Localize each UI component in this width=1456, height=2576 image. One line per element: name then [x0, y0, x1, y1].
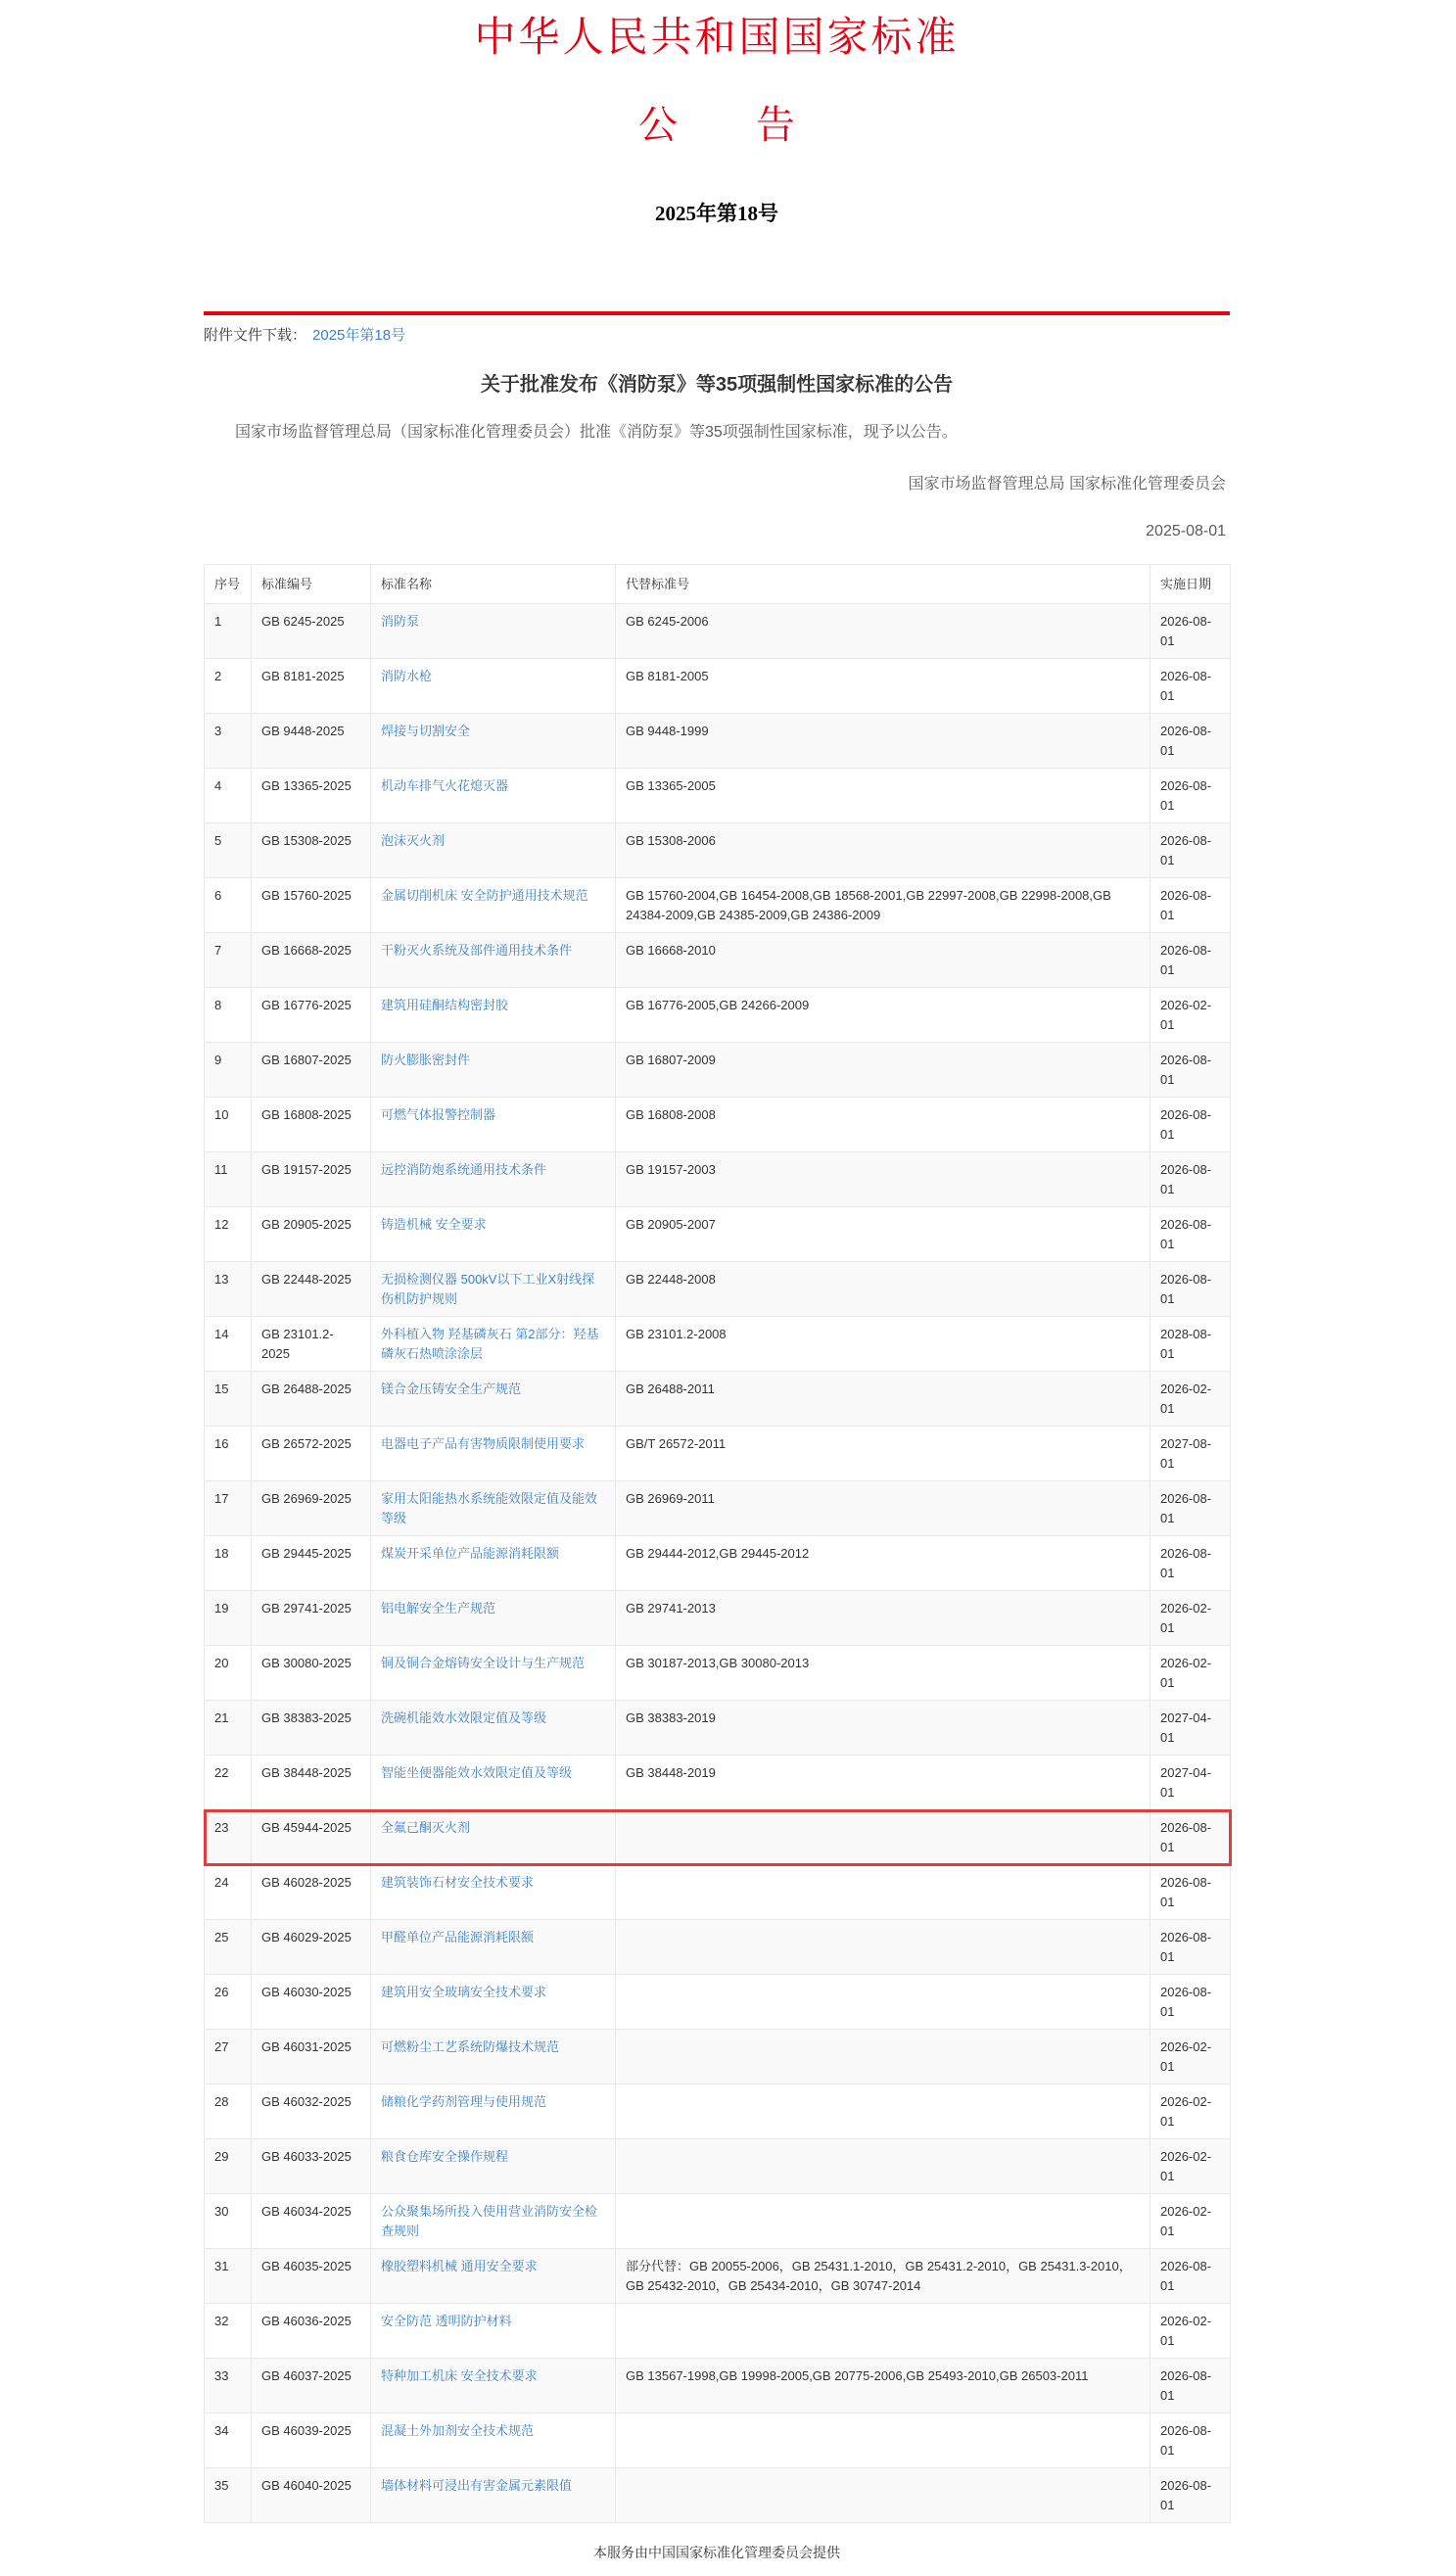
cell-replaced-standards: GB 20905-2007 [616, 1207, 1151, 1262]
cell-replaced-standards [616, 2304, 1151, 2359]
cell-implementation-date: 2026-02-01 [1151, 2139, 1231, 2194]
table-row [205, 933, 1231, 988]
cell-standard-name [371, 1701, 616, 1756]
cell-replaced-standards [616, 2030, 1151, 2084]
cell-index: 21 [205, 1701, 252, 1756]
cell-index: 28 [205, 2084, 252, 2139]
cell-standard-code: GB 29741-2025 [252, 1591, 371, 1646]
table-row [205, 1481, 1231, 1536]
standard-name-link[interactable]: 铝电解安全生产规范 [381, 1601, 496, 1616]
cell-implementation-date: 2026-08-01 [1151, 1262, 1231, 1317]
cell-standard-code: GB 22448-2025 [252, 1262, 371, 1317]
cell-standard-code: GB 46033-2025 [252, 2139, 371, 2194]
cell-standard-code: GB 45944-2025 [252, 1810, 371, 1865]
cell-index: 24 [205, 1865, 252, 1920]
cell-standard-name [371, 769, 616, 823]
cell-replaced-standards: GB 8181-2005 [616, 659, 1151, 714]
standard-name-link[interactable]: 机动车排气火花熄灭器 [381, 778, 509, 794]
table-row [205, 1865, 1231, 1920]
cell-standard-code: GB 15308-2025 [252, 823, 371, 878]
cell-replaced-standards: GB 6245-2006 [616, 604, 1151, 659]
table-row [205, 1152, 1231, 1207]
table-row [205, 1317, 1231, 1372]
table-row [205, 1043, 1231, 1098]
standard-name-link[interactable]: 建筑用硅酮结构密封胶 [381, 998, 509, 1013]
cell-index: 31 [205, 2249, 252, 2304]
standard-name-link[interactable]: 粮食仓库安全操作规程 [381, 2149, 509, 2165]
cell-index: 27 [205, 2030, 252, 2084]
cell-standard-code: GB 13365-2025 [252, 769, 371, 823]
standard-name-link[interactable]: 镁合金压铸安全生产规范 [381, 1382, 522, 1397]
standard-name-link[interactable]: 消防水枪 [381, 669, 433, 684]
cell-implementation-date: 2026-08-01 [1151, 2359, 1231, 2413]
cell-implementation-date: 2026-02-01 [1151, 2084, 1231, 2139]
column-header-index: 序号 [205, 564, 252, 604]
cell-standard-name [371, 1098, 616, 1152]
cell-index: 34 [205, 2413, 252, 2468]
cell-replaced-standards: GB 29444-2012,GB 29445-2012 [616, 1536, 1151, 1591]
standard-name-link[interactable]: 电器电子产品有害物质限制使用要求 [381, 1436, 586, 1452]
cell-standard-name [371, 1317, 616, 1372]
cell-implementation-date: 2026-02-01 [1151, 2194, 1231, 2249]
cell-standard-name [371, 878, 616, 933]
cell-standard-name [371, 2304, 616, 2359]
standard-name-link[interactable]: 焊接与切割安全 [381, 724, 471, 739]
standard-name-link[interactable]: 橡胶塑料机械 通用安全要求 [381, 2259, 538, 2274]
table-row [205, 2413, 1231, 2468]
column-header-date: 实施日期 [1151, 564, 1231, 604]
cell-replaced-standards [616, 1975, 1151, 2030]
cell-index: 4 [205, 769, 252, 823]
column-header-name: 标准名称 [371, 564, 616, 604]
table-row [205, 823, 1231, 878]
cell-implementation-date: 2026-08-01 [1151, 1975, 1231, 2030]
table-row [205, 604, 1231, 659]
document-header [204, 16, 1230, 227]
cell-replaced-standards: GB 16668-2010 [616, 933, 1151, 988]
signature-date: 2025-08-01 [1146, 522, 1226, 539]
cell-standard-code: GB 16807-2025 [252, 1043, 371, 1098]
cell-standard-name [371, 604, 616, 659]
cell-index: 7 [205, 933, 252, 988]
table-row [205, 1427, 1231, 1481]
cell-standard-code: GB 46035-2025 [252, 2249, 371, 2304]
cell-standard-code: GB 46030-2025 [252, 1975, 371, 2030]
cell-standard-code: GB 19157-2025 [252, 1152, 371, 1207]
cell-index: 32 [205, 2304, 252, 2359]
cell-implementation-date: 2026-08-01 [1151, 1098, 1231, 1152]
table-row [205, 988, 1231, 1043]
cell-standard-name [371, 2249, 616, 2304]
cell-standard-name [371, 1810, 616, 1865]
cell-replaced-standards: GB 30187-2013,GB 30080-2013 [616, 1646, 1151, 1701]
cell-implementation-date: 2026-08-01 [1151, 2413, 1231, 2468]
cell-standard-name [371, 659, 616, 714]
standard-name-link[interactable]: 建筑装饰石材安全技术要求 [381, 1875, 535, 1891]
standard-name-link[interactable]: 防火膨胀密封件 [381, 1053, 471, 1068]
cell-standard-name [371, 2030, 616, 2084]
cell-implementation-date: 2027-04-01 [1151, 1756, 1231, 1810]
cell-standard-name [371, 2359, 616, 2413]
cell-implementation-date: 2026-02-01 [1151, 2304, 1231, 2359]
cell-replaced-standards: GB 16807-2009 [616, 1043, 1151, 1098]
standard-name-link[interactable]: 可燃粉尘工艺系统防爆技术规范 [381, 2039, 560, 2055]
table-header-row [205, 564, 1231, 604]
standard-name-link[interactable]: 铜及铜合金熔铸安全设计与生产规范 [381, 1656, 586, 1671]
column-header-code: 标准编号 [252, 564, 371, 604]
cell-standard-name [371, 823, 616, 878]
cell-replaced-standards: GB 26969-2011 [616, 1481, 1151, 1536]
standard-name-link[interactable]: 干粉灭火系统及部件通用技术条件 [381, 943, 573, 959]
cell-implementation-date: 2026-02-01 [1151, 2030, 1231, 2084]
cell-standard-code: GB 46031-2025 [252, 2030, 371, 2084]
table-row [205, 2249, 1231, 2304]
cell-standard-code: GB 9448-2025 [252, 714, 371, 769]
cell-implementation-date: 2026-08-01 [1151, 1152, 1231, 1207]
cell-standard-code: GB 46037-2025 [252, 2359, 371, 2413]
attachment-row [204, 324, 1230, 345]
cell-standard-code: GB 23101.2-2025 [252, 1317, 371, 1372]
cell-standard-code: GB 16776-2025 [252, 988, 371, 1043]
table-row [205, 659, 1231, 714]
cell-replaced-standards: GB 13567-1998,GB 19998-2005,GB 20775-2006,GB 25493-2010,GB 26503-2011 [616, 2359, 1151, 2413]
cell-standard-name [371, 1262, 616, 1317]
cell-replaced-standards [616, 1865, 1151, 1920]
cell-standard-name [371, 1481, 616, 1536]
cell-standard-code: GB 46029-2025 [252, 1920, 371, 1975]
cell-index: 13 [205, 1262, 252, 1317]
cell-implementation-date: 2026-08-01 [1151, 1810, 1231, 1865]
standard-name-link[interactable]: 储粮化学药剂管理与使用规范 [381, 2094, 547, 2110]
cell-replaced-standards [616, 2084, 1151, 2139]
table-row [205, 878, 1231, 933]
attachment-label: 附件文件下载： [204, 327, 307, 345]
cell-replaced-standards: GB 16808-2008 [616, 1098, 1151, 1152]
table-row [205, 2084, 1231, 2139]
cell-index: 2 [205, 659, 252, 714]
cell-index: 15 [205, 1372, 252, 1427]
cell-index: 16 [205, 1427, 252, 1481]
cell-index: 5 [205, 823, 252, 878]
issue-number: 2025年第18号 [655, 202, 778, 226]
cell-standard-name [371, 1043, 616, 1098]
cell-standard-code: GB 26572-2025 [252, 1427, 371, 1481]
cell-standard-name [371, 1207, 616, 1262]
cell-standard-name [371, 714, 616, 769]
cell-replaced-standards: GB 15760-2004,GB 16454-2008,GB 18568-2001,GB 22997-2008,GB 22998-2008,GB 24384-2009,GB 24385-2009,GB 24386-2009 [616, 878, 1151, 933]
cell-replaced-standards: GB 23101.2-2008 [616, 1317, 1151, 1372]
column-header-replaces: 代替标准号 [616, 564, 1151, 604]
cell-standard-name [371, 1756, 616, 1810]
standard-name-link[interactable]: 公众聚集场所投入使用营业消防安全检查规则 [381, 2204, 598, 2238]
cell-standard-code: GB 30080-2025 [252, 1646, 371, 1701]
standard-name-link[interactable]: 安全防范 透明防护材料 [381, 2314, 512, 2329]
service-footer: 本服务由中国国家标准化管理委员会提供 [593, 2545, 840, 2561]
cell-standard-name [371, 1646, 616, 1701]
cell-index: 9 [205, 1043, 252, 1098]
standard-name-link[interactable]: 铸造机械 安全要求 [381, 1217, 487, 1233]
cell-standard-code: GB 46028-2025 [252, 1865, 371, 1920]
standard-name-link[interactable]: 洗碗机能效水效限定值及等级 [381, 1710, 547, 1726]
cell-implementation-date: 2026-08-01 [1151, 659, 1231, 714]
cell-replaced-standards: GB 13365-2005 [616, 769, 1151, 823]
table-row [205, 1207, 1231, 1262]
standards-table [204, 564, 1231, 2524]
standard-name-link[interactable]: 墙体材料可浸出有害金属元素限值 [381, 2478, 573, 2494]
cell-standard-name [371, 1975, 616, 2030]
cell-standard-code: GB 46040-2025 [252, 2468, 371, 2523]
table-row [205, 1975, 1231, 2030]
cell-standard-code: GB 26488-2025 [252, 1372, 371, 1427]
cell-standard-code: GB 46036-2025 [252, 2304, 371, 2359]
table-row [205, 1756, 1231, 1810]
cell-implementation-date: 2026-02-01 [1151, 1591, 1231, 1646]
table-row [205, 714, 1231, 769]
table-row [205, 2359, 1231, 2413]
cell-replaced-standards: GB/T 26572-2011 [616, 1427, 1151, 1481]
cell-implementation-date: 2026-08-01 [1151, 1865, 1231, 1920]
cell-index: 10 [205, 1098, 252, 1152]
table-row [205, 1591, 1231, 1646]
standard-name-link[interactable]: 远控消防炮系统通用技术条件 [381, 1162, 547, 1178]
cell-standard-name [371, 1427, 616, 1481]
cell-implementation-date: 2026-08-01 [1151, 823, 1231, 878]
standard-name-link[interactable]: 金属切削机床 安全防护通用技术规范 [381, 888, 588, 904]
cell-standard-code: GB 16808-2025 [252, 1098, 371, 1152]
cell-standard-code: GB 46034-2025 [252, 2194, 371, 2249]
cell-index: 3 [205, 714, 252, 769]
standard-name-link[interactable]: 全氟己酮灭火剂 [381, 1820, 471, 1836]
table-row [205, 2468, 1231, 2523]
standard-name-link[interactable]: 家用太阳能热水系统能效限定值及能效等级 [381, 1491, 598, 1525]
cell-standard-name [371, 1372, 616, 1427]
cell-standard-code: GB 38448-2025 [252, 1756, 371, 1810]
cell-standard-code: GB 20905-2025 [252, 1207, 371, 1262]
cell-replaced-standards [616, 2413, 1151, 2468]
cell-implementation-date: 2027-04-01 [1151, 1701, 1231, 1756]
cell-replaced-standards [616, 1810, 1151, 1865]
cell-implementation-date: 2026-08-01 [1151, 604, 1231, 659]
cell-standard-code: GB 6245-2025 [252, 604, 371, 659]
table-row [205, 1262, 1231, 1317]
table-row [205, 2139, 1231, 2194]
cell-index: 17 [205, 1481, 252, 1536]
cell-implementation-date: 2026-08-01 [1151, 2468, 1231, 2523]
cell-replaced-standards: 部分代替：GB 20055-2006，GB 25431.1-2010，GB 25431.2-2010，GB 25431.3-2010，GB 25432-2010，GB 25434-2010，GB 30747-2014 [616, 2249, 1151, 2304]
red-divider [204, 311, 1230, 315]
standard-name-link[interactable]: 泡沫灭火剂 [381, 833, 446, 849]
standard-name-link[interactable]: 外科植入物 羟基磷灰石 第2部分：羟基磷灰石热喷涂涂层 [381, 1327, 599, 1361]
cell-standard-name [371, 988, 616, 1043]
table-row [205, 1098, 1231, 1152]
cell-implementation-date: 2026-02-01 [1151, 1372, 1231, 1427]
cell-implementation-date: 2026-08-01 [1151, 1481, 1231, 1536]
standard-name-link[interactable]: 混凝土外加剂安全技术规范 [381, 2423, 535, 2439]
standard-name-link[interactable]: 无损检测仪器 500kV以下工业X射线探伤机防护规则 [381, 1272, 595, 1306]
cell-replaced-standards: GB 9448-1999 [616, 714, 1151, 769]
cell-implementation-date: 2028-08-01 [1151, 1317, 1231, 1372]
cell-standard-code: GB 46039-2025 [252, 2413, 371, 2468]
standard-name-link[interactable]: 可燃气体报警控制器 [381, 1107, 496, 1123]
table-row [205, 1810, 1231, 1865]
table-row [205, 1372, 1231, 1427]
cell-replaced-standards: GB 29741-2013 [616, 1591, 1151, 1646]
cell-standard-name [371, 1920, 616, 1975]
cell-replaced-standards: GB 16776-2005,GB 24266-2009 [616, 988, 1151, 1043]
cell-standard-name [371, 1536, 616, 1591]
cell-implementation-date: 2026-08-01 [1151, 2249, 1231, 2304]
cell-implementation-date: 2026-08-01 [1151, 1043, 1231, 1098]
attachment-download-link[interactable]: 2025年第18号 [312, 327, 406, 345]
cell-standard-code: GB 29445-2025 [252, 1536, 371, 1591]
standard-name-link[interactable]: 甲醛单位产品能源消耗限额 [381, 1930, 535, 1945]
cell-standard-code: GB 16668-2025 [252, 933, 371, 988]
announcement-title: 关于批准发布《消防泵》等35项强制性国家标准的公告 [480, 374, 954, 397]
page-title: 中华人民共和国国家标准 [474, 16, 960, 61]
cell-implementation-date: 2026-08-01 [1151, 1207, 1231, 1262]
cell-index: 23 [205, 1810, 252, 1865]
table-row [205, 1701, 1231, 1756]
cell-index: 35 [205, 2468, 252, 2523]
standard-name-link[interactable]: 煤炭开采单位产品能源消耗限额 [381, 1546, 560, 1562]
standard-name-link[interactable]: 建筑用安全玻璃安全技术要求 [381, 1985, 547, 2000]
table-row [205, 1920, 1231, 1975]
cell-index: 11 [205, 1152, 252, 1207]
cell-standard-code: GB 46032-2025 [252, 2084, 371, 2139]
standard-name-link[interactable]: 智能坐便器能效水效限定值及等级 [381, 1765, 573, 1781]
signature-line: 国家市场监督管理总局 国家标准化管理委员会 [908, 475, 1226, 492]
cell-replaced-standards: GB 38448-2019 [616, 1756, 1151, 1810]
cell-standard-code: GB 8181-2025 [252, 659, 371, 714]
cell-index: 1 [205, 604, 252, 659]
cell-standard-name [371, 2413, 616, 2468]
cell-replaced-standards: GB 19157-2003 [616, 1152, 1151, 1207]
standard-name-link[interactable]: 特种加工机床 安全技术要求 [381, 2368, 538, 2384]
cell-standard-code: GB 38383-2025 [252, 1701, 371, 1756]
cell-replaced-standards: GB 26488-2011 [616, 1372, 1151, 1427]
table-row [205, 1536, 1231, 1591]
cell-standard-name [371, 2468, 616, 2523]
cell-replaced-standards: GB 22448-2008 [616, 1262, 1151, 1317]
cell-implementation-date: 2026-02-01 [1151, 988, 1231, 1043]
cell-standard-name [371, 2139, 616, 2194]
cell-implementation-date: 2026-08-01 [1151, 769, 1231, 823]
cell-index: 8 [205, 988, 252, 1043]
standard-name-link[interactable]: 消防泵 [381, 614, 420, 630]
table-row [205, 1646, 1231, 1701]
cell-index: 18 [205, 1536, 252, 1591]
cell-implementation-date: 2026-08-01 [1151, 714, 1231, 769]
cell-index: 33 [205, 2359, 252, 2413]
cell-implementation-date: 2027-08-01 [1151, 1427, 1231, 1481]
cell-replaced-standards [616, 1920, 1151, 1975]
cell-index: 26 [205, 1975, 252, 2030]
cell-implementation-date: 2026-02-01 [1151, 1646, 1231, 1701]
cell-index: 12 [205, 1207, 252, 1262]
cell-standard-code: GB 15760-2025 [252, 878, 371, 933]
page-subtitle: 公 告 [638, 103, 795, 148]
cell-replaced-standards [616, 2139, 1151, 2194]
cell-index: 29 [205, 2139, 252, 2194]
cell-index: 6 [205, 878, 252, 933]
cell-standard-name [371, 933, 616, 988]
cell-index: 25 [205, 1920, 252, 1975]
content-wrapper [204, 16, 1230, 2562]
cell-index: 14 [205, 1317, 252, 1372]
standards-table-body [205, 604, 1231, 2523]
cell-implementation-date: 2026-08-01 [1151, 933, 1231, 988]
table-row [205, 2194, 1231, 2249]
cell-standard-code: GB 26969-2025 [252, 1481, 371, 1536]
cell-index: 20 [205, 1646, 252, 1701]
table-row [205, 769, 1231, 823]
cell-index: 19 [205, 1591, 252, 1646]
cell-standard-name [371, 2084, 616, 2139]
cell-implementation-date: 2026-08-01 [1151, 1536, 1231, 1591]
announcement-body: 国家市场监督管理总局（国家标准化管理委员会）批准《消防泵》等35项强制性国家标准，现予以公告。 [235, 424, 958, 442]
cell-standard-name [371, 1591, 616, 1646]
cell-replaced-standards: GB 15308-2006 [616, 823, 1151, 878]
cell-standard-name [371, 1865, 616, 1920]
cell-standard-name [371, 1152, 616, 1207]
cell-replaced-standards: GB 38383-2019 [616, 1701, 1151, 1756]
cell-index: 22 [205, 1756, 252, 1810]
cell-replaced-standards [616, 2468, 1151, 2523]
cell-implementation-date: 2026-08-01 [1151, 878, 1231, 933]
table-row [205, 2030, 1231, 2084]
cell-index: 30 [205, 2194, 252, 2249]
cell-replaced-standards [616, 2194, 1151, 2249]
cell-implementation-date: 2026-08-01 [1151, 1920, 1231, 1975]
table-row [205, 2304, 1231, 2359]
cell-standard-name [371, 2194, 616, 2249]
